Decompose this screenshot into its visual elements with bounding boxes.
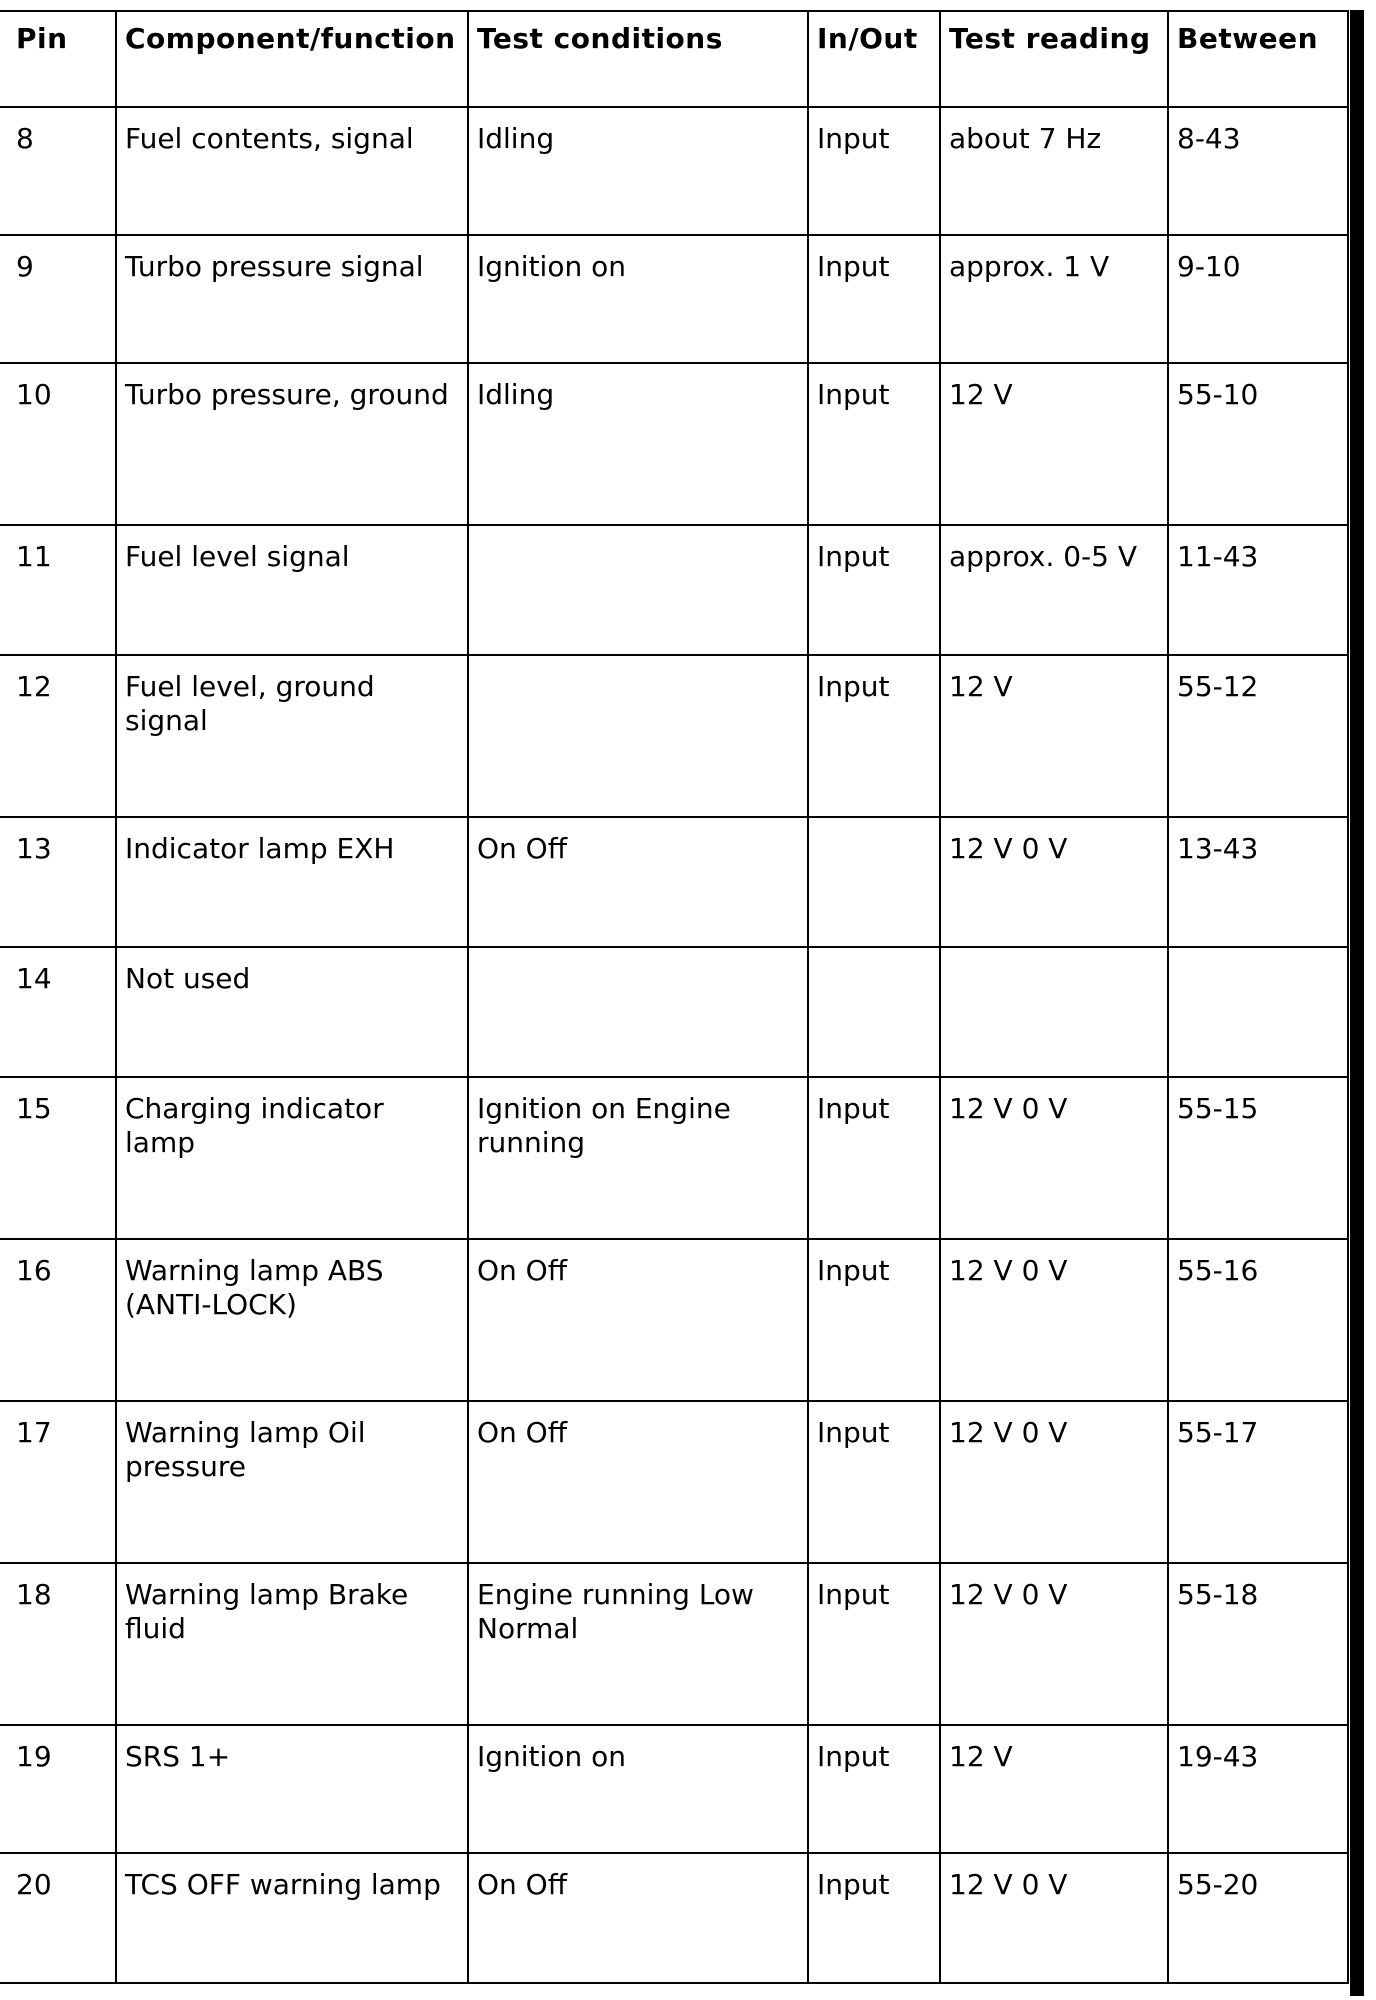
table-row [0,1853,1348,1983]
cell-component: Fuel level signal [116,525,468,655]
cell-between: 13-43 [1168,817,1348,947]
cell-pin: 8 [0,107,116,235]
cell-between: 55-20 [1168,1853,1348,1983]
cell-inout [808,947,940,1077]
cell-pin: 20 [0,1853,116,1983]
cell-reading: 12 V 0 V [940,1401,1168,1563]
cell-component: Fuel contents, signal [116,107,468,235]
cell-conditions: On Off [468,1401,808,1563]
header-test-reading: Test reading [940,11,1168,107]
cell-inout [808,817,940,947]
table-row [0,525,1348,655]
cell-inout: Input [808,1239,940,1401]
cell-conditions: Ignition on Engine running [468,1077,808,1239]
cell-pin: 9 [0,235,116,363]
cell-between: 55-10 [1168,363,1348,525]
cell-pin: 19 [0,1725,116,1853]
cell-pin: 10 [0,363,116,525]
cell-conditions [468,655,808,817]
header-pin: Pin [0,11,116,107]
table-row [0,655,1348,817]
cell-conditions: Idling [468,363,808,525]
cell-between: 55-18 [1168,1563,1348,1725]
table-row [0,363,1348,525]
cell-inout: Input [808,1563,940,1725]
cell-inout: Input [808,107,940,235]
table-row [0,1563,1348,1725]
cell-conditions: Engine running Low Normal [468,1563,808,1725]
cell-between [1168,947,1348,1077]
cell-reading [940,947,1168,1077]
cell-pin: 15 [0,1077,116,1239]
cell-reading: 12 V 0 V [940,1853,1168,1983]
cell-component: Indicator lamp EXH [116,817,468,947]
cell-pin: 17 [0,1401,116,1563]
cell-component: Warning lamp Oil pressure [116,1401,468,1563]
cell-pin: 12 [0,655,116,817]
cell-inout: Input [808,1401,940,1563]
cell-between: 55-12 [1168,655,1348,817]
cell-conditions: Ignition on [468,235,808,363]
cell-conditions: On Off [468,1853,808,1983]
cell-component: Not used [116,947,468,1077]
cell-pin: 18 [0,1563,116,1725]
cell-between: 9-10 [1168,235,1348,363]
cell-inout: Input [808,655,940,817]
cell-component: Turbo pressure, ground [116,363,468,525]
cell-reading: 12 V [940,655,1168,817]
cell-between: 19-43 [1168,1725,1348,1853]
cell-reading: approx. 0-5 V [940,525,1168,655]
cell-reading: 12 V 0 V [940,817,1168,947]
cell-reading: 12 V 0 V [940,1239,1168,1401]
cell-inout: Input [808,363,940,525]
table-row [0,1077,1348,1239]
header-in-out: In/Out [808,11,940,107]
cell-between: 55-17 [1168,1401,1348,1563]
header-component: Component/function [116,11,468,107]
cell-reading: 12 V [940,363,1168,525]
header-test-conditions: Test conditions [468,11,808,107]
cell-reading: 12 V 0 V [940,1077,1168,1239]
cell-reading: approx. 1 V [940,235,1168,363]
cell-inout: Input [808,235,940,363]
cell-component: SRS 1+ [116,1725,468,1853]
table-row [0,235,1348,363]
cell-conditions [468,525,808,655]
cell-inout: Input [808,1853,940,1983]
table-row [0,947,1348,1077]
cell-between: 55-16 [1168,1239,1348,1401]
cell-pin: 11 [0,525,116,655]
cell-pin: 13 [0,817,116,947]
cell-reading: 12 V [940,1725,1168,1853]
cell-component: Fuel level, ground signal [116,655,468,817]
cell-between: 8-43 [1168,107,1348,235]
table-row [0,1239,1348,1401]
cell-conditions [468,947,808,1077]
pin-test-table [0,10,1349,1984]
cell-inout: Input [808,1077,940,1239]
header-between: Between [1168,11,1348,107]
cell-inout: Input [808,525,940,655]
cell-conditions: Ignition on [468,1725,808,1853]
table-row [0,1725,1348,1853]
cell-inout: Input [808,1725,940,1853]
table-row [0,1401,1348,1563]
cell-component: Warning lamp Brake fluid [116,1563,468,1725]
cell-conditions: Idling [468,107,808,235]
cell-pin: 14 [0,947,116,1077]
cell-conditions: On Off [468,1239,808,1401]
cell-pin: 16 [0,1239,116,1401]
cell-reading: about 7 Hz [940,107,1168,235]
cell-component: Warning lamp ABS (ANTI-LOCK) [116,1239,468,1401]
cell-conditions: On Off [468,817,808,947]
cell-between: 11-43 [1168,525,1348,655]
table-header-row [0,11,1348,107]
cell-between: 55-15 [1168,1077,1348,1239]
table-row [0,107,1348,235]
cell-component: Turbo pressure signal [116,235,468,363]
cell-component: Charging indicator lamp [116,1077,468,1239]
table-row [0,817,1348,947]
cell-reading: 12 V 0 V [940,1563,1168,1725]
page-edge-bar [1350,10,1364,1996]
cell-component: TCS OFF warning lamp [116,1853,468,1983]
